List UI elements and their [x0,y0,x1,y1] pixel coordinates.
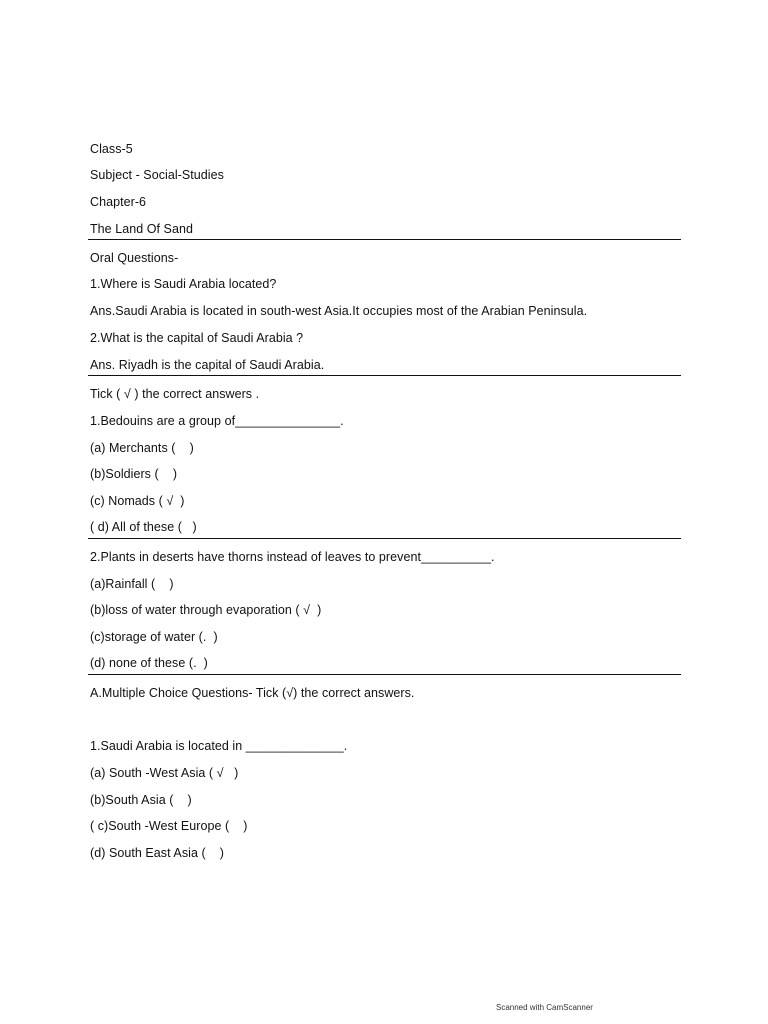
tick-q1-option-c: (c) Nomads ( √ ) [90,494,185,508]
tick-q2-option-a: (a)Rainfall ( ) [90,577,174,591]
tick-q1-option-a: (a) Merchants ( ) [90,441,194,455]
tick-question-2: 2.Plants in deserts have thorns instead of leaves to prevent__________. [90,550,495,564]
divider-rule [88,538,681,539]
tick-q1-option-b: (b)Soldiers ( ) [90,467,178,481]
mcq-q1-option-b: (b)South Asia ( ) [90,793,192,807]
oral-answer-2: Ans. Riyadh is the capital of Saudi Arabia. [90,358,325,372]
class-label: Class-5 [90,142,133,156]
mcq-q1-option-a: (a) South -West Asia ( √ ) [90,766,239,780]
tick-q1-option-d: ( d) All of these ( ) [90,520,197,534]
subject-label: Subject - Social-Studies [90,168,224,182]
mcq-heading: A.Multiple Choice Questions- Tick (√) the correct answers. [90,686,415,700]
tick-q2-option-c: (c)storage of water (. ) [90,630,218,644]
divider-rule [88,239,681,240]
oral-question-1: 1.Where is Saudi Arabia located? [90,277,277,291]
oral-answer-1: Ans.Saudi Arabia is located in south-west Asia.It occupies most of the Arabian Peninsula. [90,304,588,318]
divider-rule [88,375,681,376]
oral-questions-heading: Oral Questions- [90,251,179,265]
divider-rule [88,674,681,675]
oral-question-2: 2.What is the capital of Saudi Arabia ? [90,331,304,345]
chapter-title: The Land Of Sand [90,222,193,236]
tick-q2-option-d: (d) none of these (. ) [90,656,208,670]
chapter-label: Chapter-6 [90,195,147,209]
tick-heading: Tick ( √ ) the correct answers . [90,387,260,401]
scanner-watermark: Scanned with CamScanner [496,1003,593,1012]
mcq-q1-option-c: ( c)South -West Europe ( ) [90,819,248,833]
tick-question-1: 1.Bedouins are a group of_______________. [90,414,344,428]
tick-q2-option-b: (b)loss of water through evaporation ( √ ) [90,603,322,617]
mcq-question-1: 1.Saudi Arabia is located in ______________. [90,739,348,753]
mcq-q1-option-d: (d) South East Asia ( ) [90,846,224,860]
